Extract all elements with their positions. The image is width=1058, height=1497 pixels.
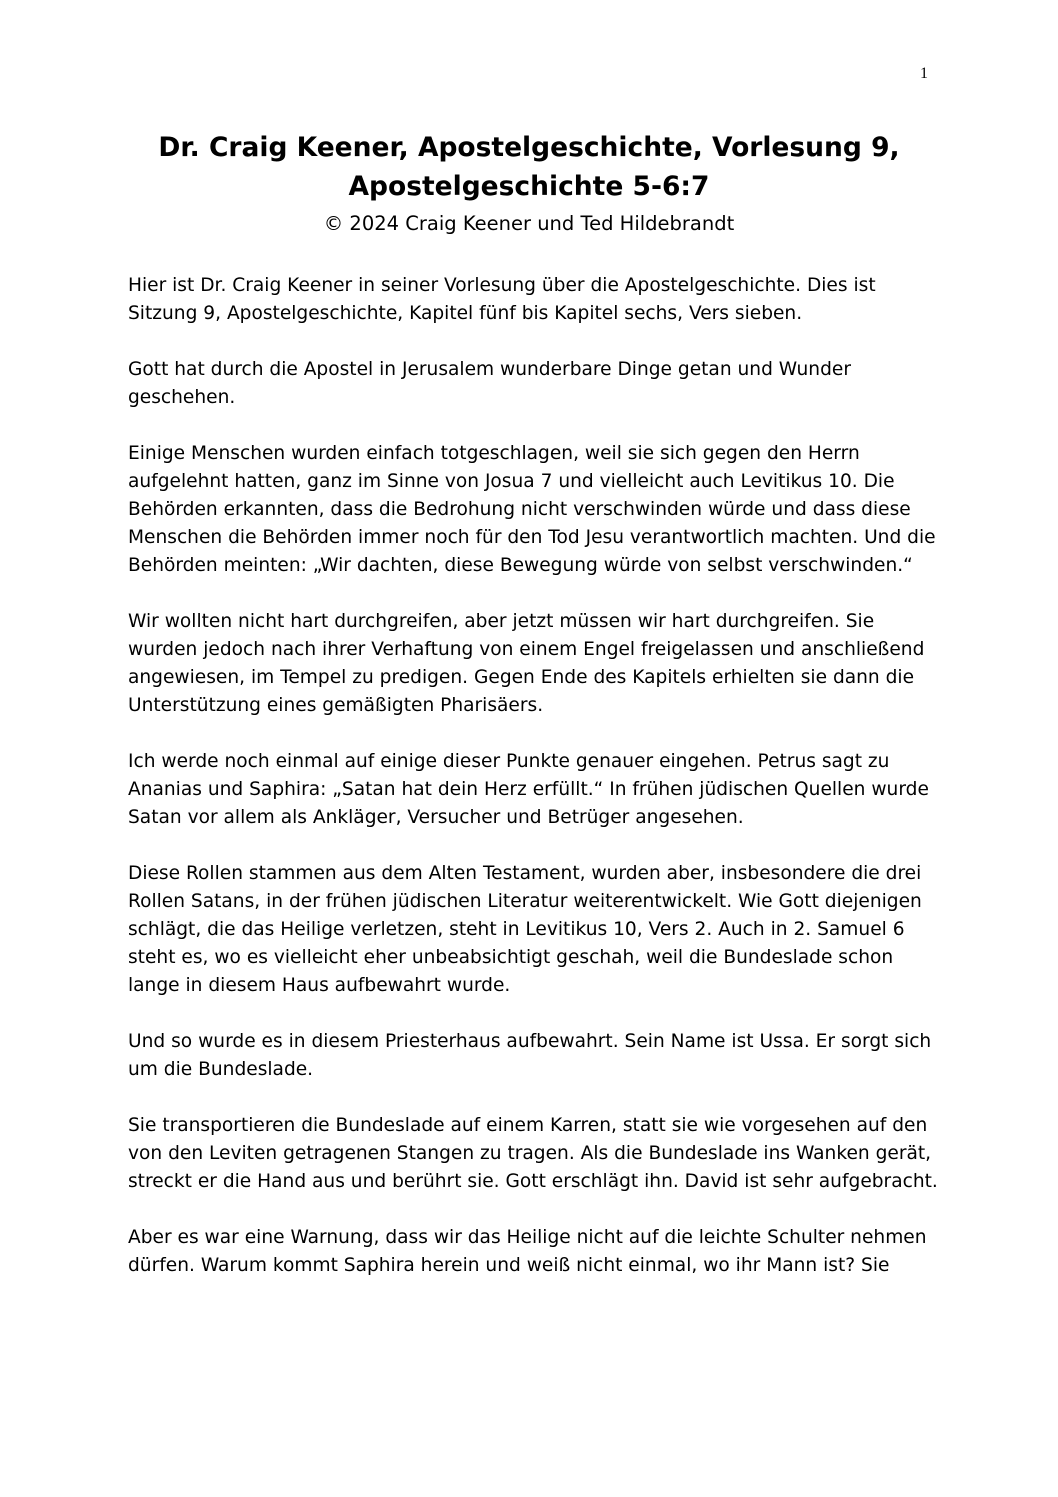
paragraph: Aber es war eine Warnung, dass wir das Heilige nicht auf die leichte Schulter nehmen dürfen. Warum kommt Saphira herein und weiß nicht einmal, wo ihr Mann ist? Sie (128, 1227, 927, 1276)
paragraph: Sie transportieren die Bundeslade auf einem Karren, statt sie wie vorgesehen auf den von den Leviten getragenen Stangen zu tragen. Als die Bundeslade ins Wanken gerät, streckt er die Hand aus und berührt sie. Gott erschlägt ihn. David ist sehr aufgebracht. (128, 1115, 938, 1192)
paragraph: Gott hat durch die Apostel in Jerusalem wunderbare Dinge getan und Wunder geschehen. (128, 359, 851, 408)
paragraph: Ich werde noch einmal auf einige dieser Punkte genauer eingehen. Petrus sagt zu Ananias und Saphira: „Satan hat dein Herz erfüllt.“ In frühen jüdischen Quellen wurde Satan vor allem als Ankläger, Versucher und Betrüger angesehen. (128, 751, 929, 828)
title-line-2: Apostelgeschichte 5-6:7 (348, 171, 710, 202)
document-header (128, 128, 930, 237)
paragraph: Und so wurde es in diesem Priesterhaus aufbewahrt. Sein Name ist Ussa. Er sorgt sich um die Bundeslade. (128, 1031, 932, 1080)
paragraph: Wir wollten nicht hart durchgreifen, aber jetzt müssen wir hart durchgreifen. Sie wurden jedoch nach ihrer Verhaftung von einem Engel freigelassen und anschließend angewiesen, im Tempel zu predigen. Gegen Ende des Kapitels erhielten sie dann die Unterstützung eines gemäßigten Pharisäers. (128, 611, 925, 716)
page-number: 1 (920, 65, 928, 82)
copyright-line: © 2024 Craig Keener und Ted Hildebrandt (323, 212, 735, 235)
document-title (128, 128, 930, 206)
title-line-1: Dr. Craig Keener, Apostelgeschichte, Vorlesung 9, (158, 132, 900, 163)
paragraph: Einige Menschen wurden einfach totgeschlagen, weil sie sich gegen den Herrn aufgelehnt hatten, ganz im Sinne von Josua 7 und vielleicht auch Levitikus 10. Die Behörden erkannten, dass die Bedrohung nicht verschwinden würde und dass diese Menschen die Behörden immer noch für den Tod Jesu verantwortlich machten. Und die Behörden meinten: „Wir dachten, diese Bewegung würde von selbst verschwinden.“ (128, 443, 936, 576)
paragraph: Hier ist Dr. Craig Keener in seiner Vorlesung über die Apostelgeschichte. Dies ist Sitzung 9, Apostelgeschichte, Kapitel fünf bis Kapitel sechs, Vers sieben. (128, 275, 876, 324)
document-body (128, 272, 938, 1308)
paragraph: Diese Rollen stammen aus dem Alten Testament, wurden aber, insbesondere die drei Rollen Satans, in der frühen jüdischen Literatur weiterentwickelt. Wie Gott diejenigen schlägt, die das Heilige verletzen, steht in Levitikus 10, Vers 2. Auch in 2. Samuel 6 steht es, wo es vielleicht eher unbeabsichtigt geschah, weil die Bundeslade schon lange in diesem Haus aufbewahrt wurde. (128, 863, 922, 996)
